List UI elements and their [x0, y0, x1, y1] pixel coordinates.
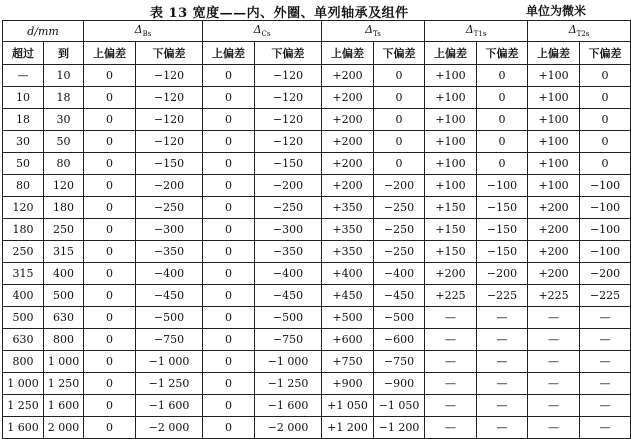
table-cell: 50	[44, 131, 84, 153]
table-cell: 0	[84, 373, 136, 395]
upper-deviation-header: 上偏差	[84, 42, 136, 65]
table-cell: 80	[44, 153, 84, 175]
table-cell: +100	[425, 131, 477, 153]
table-cell: +200	[528, 263, 580, 285]
table-cell: —	[477, 395, 528, 417]
table-cell: −120	[136, 131, 203, 153]
table-cell: −150	[255, 153, 322, 175]
table-cell: −500	[374, 307, 425, 329]
table-cell: 315	[44, 241, 84, 263]
table-cell: —	[425, 417, 477, 439]
table-row	[3, 417, 631, 439]
table-cell: 1 000	[44, 351, 84, 373]
table-cell: −200	[374, 175, 425, 197]
table-cell: +100	[528, 65, 580, 87]
table-cell: +350	[322, 241, 374, 263]
table-cell: 50	[3, 153, 44, 175]
table-cell: 800	[3, 351, 44, 373]
table-cell: −450	[255, 285, 322, 307]
table-cell: 0	[203, 373, 255, 395]
table-cell: −100	[477, 175, 528, 197]
table-cell: +100	[425, 175, 477, 197]
lower-deviation-header: 下偏差	[580, 42, 631, 65]
table-cell: —	[425, 329, 477, 351]
table-cell: −150	[477, 219, 528, 241]
upper-deviation-header: 上偏差	[203, 42, 255, 65]
table-cell: +100	[528, 131, 580, 153]
unit-label: 单位为微米	[525, 4, 586, 18]
table-cell: −750	[136, 329, 203, 351]
table-cell: +200	[322, 65, 374, 87]
table-cell: −1 600	[136, 395, 203, 417]
lower-deviation-header: 下偏差	[255, 42, 322, 65]
table-cell: 18	[3, 109, 44, 131]
table-row	[3, 131, 631, 153]
table-cell: 2 000	[44, 417, 84, 439]
upper-deviation-header: 上偏差	[528, 42, 580, 65]
table-cell: −250	[255, 197, 322, 219]
table-cell: +100	[528, 153, 580, 175]
upper-deviation-header: 上偏差	[425, 42, 477, 65]
table-cell: —	[477, 307, 528, 329]
table-cell: 400	[3, 285, 44, 307]
table-cell: —	[580, 417, 631, 439]
table-cell: −150	[477, 197, 528, 219]
table-cell: −150	[136, 153, 203, 175]
table-cell: 630	[3, 329, 44, 351]
table-cell: 0	[580, 109, 631, 131]
lower-deviation-header: 下偏差	[374, 42, 425, 65]
table-cell: −200	[255, 175, 322, 197]
table-row	[3, 351, 631, 373]
table-cell: 30	[3, 131, 44, 153]
table-cell: 180	[3, 219, 44, 241]
table-cell: 0	[84, 417, 136, 439]
table-cell: −100	[580, 241, 631, 263]
table-cell: +100	[528, 175, 580, 197]
table-row	[3, 65, 631, 87]
table-cell: +200	[322, 153, 374, 175]
table-cell: 0	[84, 65, 136, 87]
table-cell: 0	[374, 109, 425, 131]
table-cell: −100	[580, 197, 631, 219]
table-cell: 500	[44, 285, 84, 307]
table-row	[3, 395, 631, 417]
table-cell: —	[580, 373, 631, 395]
lower-deviation-header: 下偏差	[136, 42, 203, 65]
table-cell: 250	[44, 219, 84, 241]
table-cell: 0	[374, 87, 425, 109]
table-cell: −1 000	[255, 351, 322, 373]
table-cell: 0	[203, 65, 255, 87]
table-cell: 1 250	[3, 395, 44, 417]
table-cell: +150	[425, 241, 477, 263]
table-cell: −1 050	[374, 395, 425, 417]
table-cell: −250	[374, 241, 425, 263]
table-cell: 0	[477, 87, 528, 109]
table-cell: −450	[374, 285, 425, 307]
table-cell: 120	[3, 197, 44, 219]
table-cell: −600	[374, 329, 425, 351]
table-cell: 80	[3, 175, 44, 197]
table-cell: +200	[528, 241, 580, 263]
table-row	[3, 307, 631, 329]
table-cell: −350	[255, 241, 322, 263]
table-cell: −120	[136, 109, 203, 131]
table-row	[3, 219, 631, 241]
table-cell: +1 200	[322, 417, 374, 439]
table-cell: 0	[203, 307, 255, 329]
delta-bs-header: $\Delta_{Bs}$	[84, 21, 203, 42]
table-title: 表 13 宽度——内、外圈、单列轴承及组件	[150, 6, 409, 21]
table-cell: 0	[203, 241, 255, 263]
table-cell: +150	[425, 197, 477, 219]
table-cell: 0	[84, 175, 136, 197]
table-cell: −300	[136, 219, 203, 241]
table-cell: +200	[322, 131, 374, 153]
table-cell: +600	[322, 329, 374, 351]
table-row	[3, 175, 631, 197]
table-cell: 400	[44, 263, 84, 285]
delta-ts-header: $\Delta_{Ts}$	[322, 21, 425, 42]
table-cell: 0	[203, 87, 255, 109]
table-cell: 120	[44, 175, 84, 197]
table-cell: 800	[44, 329, 84, 351]
table-cell: 0	[580, 87, 631, 109]
table-cell: +200	[322, 175, 374, 197]
tolerance-table	[2, 20, 631, 439]
table-cell: 0	[203, 131, 255, 153]
table-row	[3, 87, 631, 109]
table-cell: —	[528, 351, 580, 373]
to-header: 到	[44, 42, 84, 65]
table-cell: +400	[322, 263, 374, 285]
table-cell: 0	[374, 153, 425, 175]
table-cell: −2 000	[136, 417, 203, 439]
table-cell: 0	[84, 351, 136, 373]
table-cell: 0	[203, 351, 255, 373]
d-mm-header: d/mm	[3, 21, 84, 42]
table-cell: 0	[477, 153, 528, 175]
table-cell: 0	[580, 153, 631, 175]
table-cell: 0	[84, 109, 136, 131]
table-cell: −1 000	[136, 351, 203, 373]
table-cell: 0	[203, 285, 255, 307]
table-cell: −900	[374, 373, 425, 395]
table-cell: 1 000	[3, 373, 44, 395]
table-cell: −120	[255, 131, 322, 153]
table-cell: +200	[528, 197, 580, 219]
table-cell: 315	[3, 263, 44, 285]
table-cell: −350	[136, 241, 203, 263]
table-cell: −120	[136, 87, 203, 109]
table-cell: —	[477, 329, 528, 351]
table-cell: 0	[203, 219, 255, 241]
table-cell: +750	[322, 351, 374, 373]
table-cell: −200	[136, 175, 203, 197]
table-cell: —	[425, 395, 477, 417]
table-cell: +900	[322, 373, 374, 395]
table-cell: −120	[255, 65, 322, 87]
table-row	[3, 373, 631, 395]
table-cell: 30	[44, 109, 84, 131]
table-body	[3, 65, 631, 439]
table-cell: 0	[477, 65, 528, 87]
table-row	[3, 285, 631, 307]
table-cell: +225	[528, 285, 580, 307]
table-row	[3, 197, 631, 219]
table-cell: 0	[84, 153, 136, 175]
table-cell: 0	[84, 285, 136, 307]
table-cell: 250	[3, 241, 44, 263]
table-cell: +200	[322, 109, 374, 131]
table-cell: −120	[136, 65, 203, 87]
table-cell: −150	[477, 241, 528, 263]
table-cell: −250	[374, 197, 425, 219]
table-cell: —	[528, 417, 580, 439]
lower-deviation-header: 下偏差	[477, 42, 528, 65]
table-cell: −250	[374, 219, 425, 241]
table-cell: +100	[425, 153, 477, 175]
table-cell: 630	[44, 307, 84, 329]
table-cell: —	[477, 351, 528, 373]
table-cell: 1 600	[3, 417, 44, 439]
table-cell: 0	[203, 153, 255, 175]
table-cell: 1 250	[44, 373, 84, 395]
table-cell: −100	[580, 175, 631, 197]
table-cell: −1 600	[255, 395, 322, 417]
table-cell: —	[580, 307, 631, 329]
table-cell: −225	[477, 285, 528, 307]
table-cell: −200	[580, 263, 631, 285]
table-cell: 0	[84, 241, 136, 263]
table-cell: +100	[425, 109, 477, 131]
table-cell: 0	[203, 395, 255, 417]
table-cell: −400	[255, 263, 322, 285]
table-cell: —	[580, 395, 631, 417]
table-cell: −250	[136, 197, 203, 219]
table-cell: +100	[425, 87, 477, 109]
table-cell: 0	[84, 131, 136, 153]
title-bar	[0, 0, 600, 20]
table-cell: +100	[528, 87, 580, 109]
table-cell: 0	[203, 109, 255, 131]
table-cell: 0	[374, 131, 425, 153]
table-cell: 0	[203, 329, 255, 351]
delta-cs-header: $\Delta_{Cs}$	[203, 21, 322, 42]
table-cell: +225	[425, 285, 477, 307]
table-cell: 0	[84, 87, 136, 109]
table-row	[3, 241, 631, 263]
table-cell: −120	[255, 109, 322, 131]
table-cell: −120	[255, 87, 322, 109]
table-cell: —	[425, 373, 477, 395]
table-cell: +200	[528, 219, 580, 241]
table-cell: 0	[477, 131, 528, 153]
table-cell: 0	[477, 109, 528, 131]
table-cell: —	[580, 329, 631, 351]
table-cell: +100	[425, 65, 477, 87]
table-row	[3, 263, 631, 285]
table-cell: 0	[374, 65, 425, 87]
table-cell: −400	[136, 263, 203, 285]
table-cell: −400	[374, 263, 425, 285]
table-cell: 500	[3, 307, 44, 329]
table-cell: 0	[84, 307, 136, 329]
table-cell: −1 200	[374, 417, 425, 439]
table-cell: 0	[580, 131, 631, 153]
table-cell: +1 050	[322, 395, 374, 417]
table-cell: —	[425, 351, 477, 373]
table-cell: 0	[84, 395, 136, 417]
table-cell: —	[528, 307, 580, 329]
table-cell: —	[425, 307, 477, 329]
table-cell: +350	[322, 219, 374, 241]
table-cell: −1 250	[136, 373, 203, 395]
table-cell: −750	[255, 329, 322, 351]
table-cell: −500	[136, 307, 203, 329]
table-cell: 1 600	[44, 395, 84, 417]
table-cell: +200	[322, 87, 374, 109]
table-cell: +450	[322, 285, 374, 307]
table-cell: 0	[580, 65, 631, 87]
table-cell: —	[580, 351, 631, 373]
table-cell: 0	[84, 263, 136, 285]
table-cell: −1 250	[255, 373, 322, 395]
table-cell: −225	[580, 285, 631, 307]
table-cell: 10	[3, 87, 44, 109]
over-header: 超过	[3, 42, 44, 65]
delta-t2s-header: $\Delta_{T2s}$	[528, 21, 631, 42]
delta-t1s-header: $\Delta_{T1s}$	[425, 21, 528, 42]
table-cell: +350	[322, 197, 374, 219]
table-cell: −750	[374, 351, 425, 373]
table-cell: 0	[84, 197, 136, 219]
table-cell: +200	[425, 263, 477, 285]
table-cell: 10	[44, 65, 84, 87]
table-cell: 0	[84, 329, 136, 351]
table-cell: —	[528, 373, 580, 395]
upper-deviation-header: 上偏差	[322, 42, 374, 65]
table-cell: —	[3, 65, 44, 87]
table-cell: —	[528, 329, 580, 351]
table-cell: —	[477, 417, 528, 439]
table-cell: −450	[136, 285, 203, 307]
table-row	[3, 329, 631, 351]
table-cell: +150	[425, 219, 477, 241]
table-cell: −500	[255, 307, 322, 329]
table-cell: −300	[255, 219, 322, 241]
table-cell: −100	[580, 219, 631, 241]
table-cell: −200	[477, 263, 528, 285]
table-row	[3, 153, 631, 175]
table-cell: —	[528, 395, 580, 417]
table-cell: 0	[203, 197, 255, 219]
table-cell: −2 000	[255, 417, 322, 439]
table-cell: 0	[84, 219, 136, 241]
table-cell: +100	[528, 109, 580, 131]
table-row	[3, 109, 631, 131]
table-cell: 0	[203, 417, 255, 439]
table-cell: +500	[322, 307, 374, 329]
table-cell: 180	[44, 197, 84, 219]
table-cell: 0	[203, 263, 255, 285]
table-cell: 0	[203, 175, 255, 197]
table-cell: —	[477, 373, 528, 395]
table-cell: 18	[44, 87, 84, 109]
